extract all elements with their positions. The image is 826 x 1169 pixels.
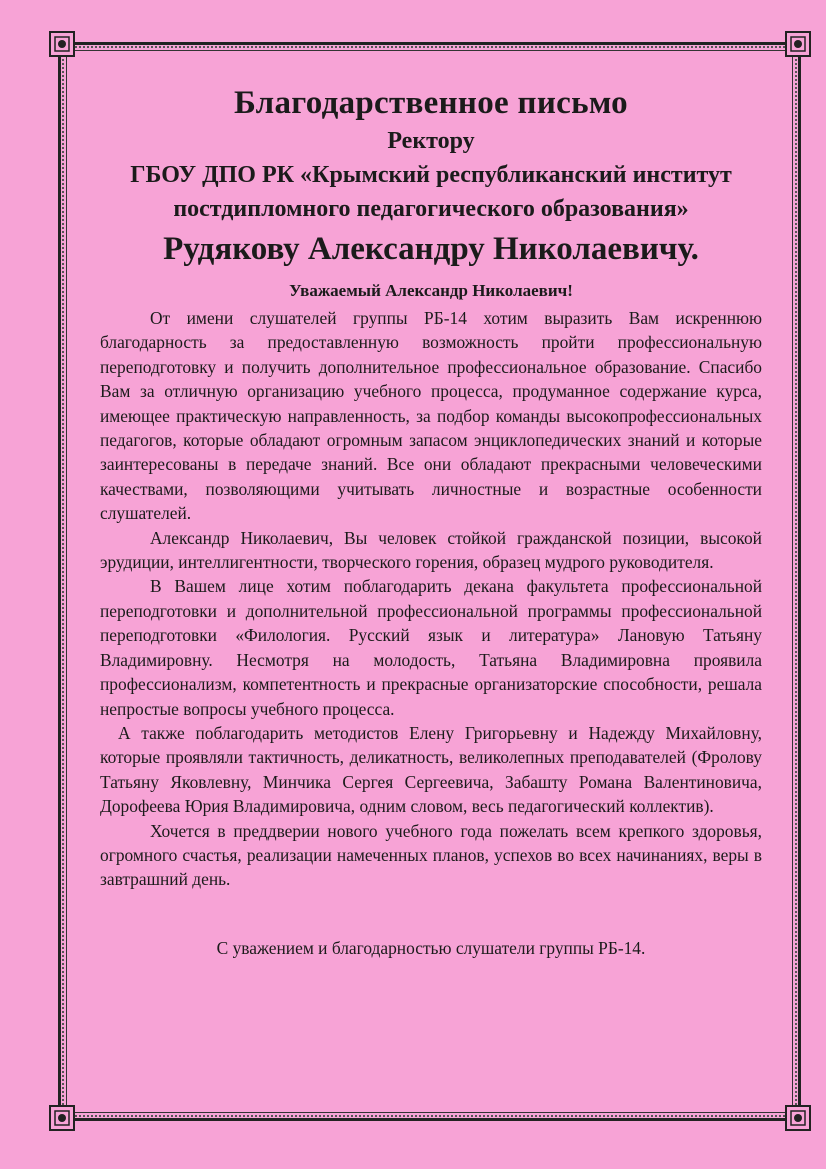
body-paragraph-3: В Вашем лице хотим поблагодарить декана факультета профессиональной переподготовки и дополнительной профессиональной программы профессиональной переподготовки «Филология. Русский язык и литература» Лановую Татьяну Владимировну. Несмотря на молодость, Татьяна Владимировна проявила профессионализм, компетентность и прекрасные организаторские способности, решала непростые вопросы учебного процесса.: [100, 576, 762, 719]
body-paragraph-4: А также поблагодарить методистов Елену Григорьевну и Надежду Михайловну, которые проявляли тактичность, деликатность, великолепных преподавателей (Фролову Татьяну Яковлевну, Минчика Сергея Сергеевича, Забашту Романа Валентиновича, Дорофеева Юрия Владимировича, одним словом, весь педагогический коллектив).: [100, 722, 762, 817]
recipient-name: Рудякову Александру Николаевичу.: [163, 231, 699, 267]
letter-title: Благодарственное письмо: [234, 85, 628, 121]
letter-content: [100, 82, 762, 977]
institution-line-1: ГБОУ ДПО РК «Крымский республиканский институт: [130, 162, 732, 188]
signature: С уважением и благодарностью слушатели группы РБ-14.: [216, 937, 646, 958]
greeting: Уважаемый Александр Николаевич!: [289, 281, 573, 300]
recipient-role: Ректору: [387, 128, 475, 154]
frame-corner-ornament-icon: [784, 30, 812, 58]
frame-corner-ornament-icon: [48, 30, 76, 58]
body-paragraph-2: Александр Николаевич, Вы человек стойкой гражданской позиции, высокой эрудиции, интеллигентности, творческого горения, образец мудрого руководителя.: [100, 527, 762, 573]
frame-corner-ornament-icon: [784, 1104, 812, 1132]
body-paragraph-1: От имени слушателей группы РБ-14 хотим выразить Вам искреннюю благодарность за предоставленную возможность пройти профессиональную переподготовку и получить дополнительное профессиональное образование. Спасибо Вам за отличную организацию учебного процесса, продуманное содержание курса, имеющее практическую направленность, за подбор команды высокопрофессиональных педагогов, которые обладают огромным запасом энциклопедических знаний и которые заинтересованы в передаче знаний. Все они обладают прекрасными человеческими качествами, позволяющими учитывать личностные и возрастные особенности слушателей.: [100, 308, 762, 524]
frame-corner-ornament-icon: [48, 1104, 76, 1132]
body-paragraph-5: Хочется в преддверии нового учебного года пожелать всем крепкого здоровья, огромного счастья, реализации намеченных планов, успехов во всех начинаниях, веры в завтрашний день.: [100, 820, 762, 890]
institution-line-2: постдипломного педагогического образования»: [173, 196, 689, 222]
